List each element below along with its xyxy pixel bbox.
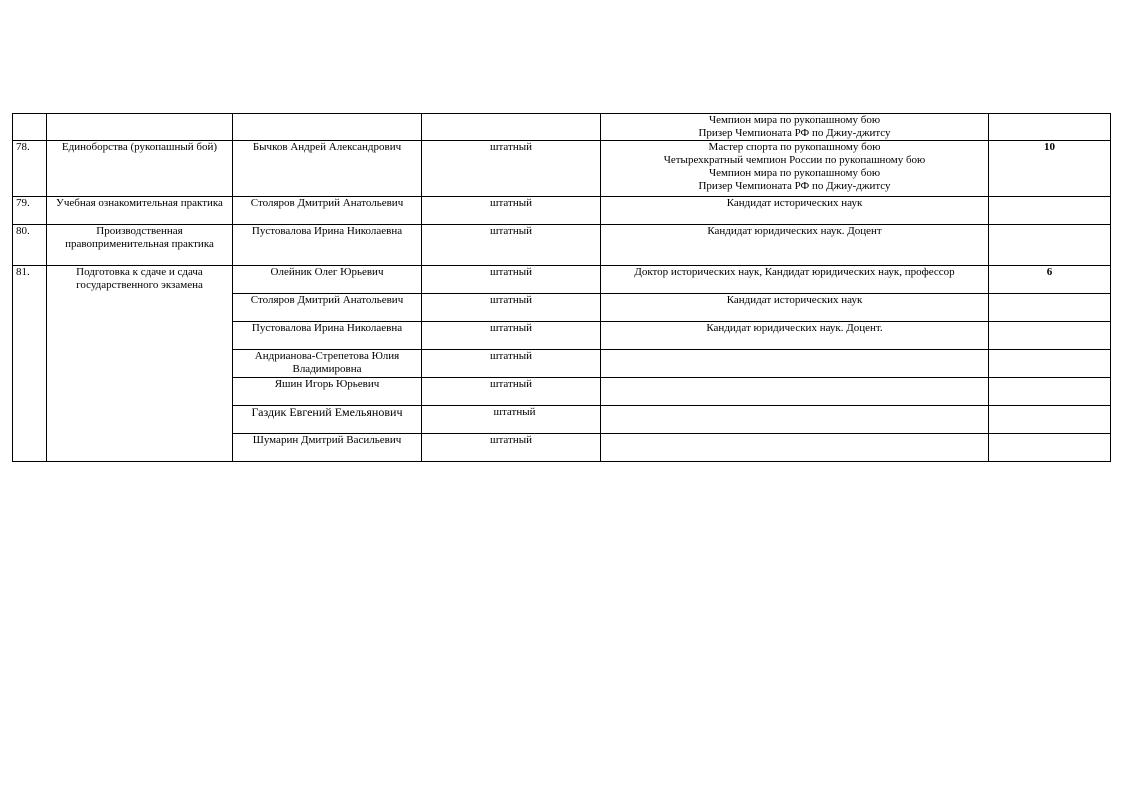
staff-table bbox=[12, 113, 1111, 462]
employment-type bbox=[422, 114, 601, 141]
row-number: 78. bbox=[13, 141, 47, 197]
title-line: Призер Чемпионата РФ по Джиу-джитсу bbox=[698, 127, 891, 139]
title-line: Кандидат исторических наук bbox=[726, 294, 863, 306]
title-line: Чемпион мира по рукопашному бою bbox=[708, 114, 881, 126]
teacher-name: Пустовалова Ирина Николаевна bbox=[233, 225, 422, 266]
teacher-name bbox=[233, 114, 422, 141]
row-number: 80. bbox=[13, 225, 47, 266]
academic-title bbox=[601, 294, 989, 322]
row-number bbox=[13, 114, 47, 141]
table-row bbox=[13, 197, 1111, 225]
employment-type: штатный bbox=[422, 225, 601, 266]
table-row bbox=[13, 225, 1111, 266]
subject-cell: Производственная правоприменительная практика bbox=[47, 225, 233, 266]
academic-title bbox=[601, 225, 989, 266]
teacher-name: Шумарин Дмитрий Васильевич bbox=[233, 434, 422, 462]
academic-title bbox=[601, 141, 989, 197]
academic-title bbox=[601, 266, 989, 294]
academic-title bbox=[601, 114, 989, 141]
academic-title bbox=[601, 434, 989, 462]
title-line: Чемпион мира по рукопашному бою bbox=[708, 167, 881, 179]
teacher-name: Яшин Игорь Юрьевич bbox=[233, 378, 422, 406]
hours-cell bbox=[989, 225, 1111, 266]
employment-type: штатный bbox=[422, 322, 601, 350]
employment-type: штатный bbox=[422, 406, 601, 434]
academic-title bbox=[601, 322, 989, 350]
title-line: Доктор исторических наук, Кандидат юридических наук, профессор bbox=[634, 266, 955, 278]
teacher-name: Газдик Евгений Емельянович bbox=[233, 406, 422, 434]
row-number: 81. bbox=[13, 266, 47, 462]
hours-cell: 10 bbox=[989, 141, 1111, 197]
teacher-name: Столяров Дмитрий Анатольевич bbox=[233, 294, 422, 322]
academic-title bbox=[601, 197, 989, 225]
academic-title bbox=[601, 350, 989, 378]
title-line: Призер Чемпионата РФ по Джиу-джитсу bbox=[698, 180, 891, 192]
hours-cell bbox=[989, 294, 1111, 322]
teacher-name: Андрианова-Стрепетова Юлия Владимировна bbox=[233, 350, 422, 378]
title-line: Мастер спорта по рукопашному бою bbox=[708, 141, 881, 153]
table-row bbox=[13, 141, 1111, 197]
subject-cell bbox=[47, 114, 233, 141]
employment-type: штатный bbox=[422, 197, 601, 225]
subject-cell: Единоборства (рукопашный бой) bbox=[47, 141, 233, 197]
employment-type: штатный bbox=[422, 350, 601, 378]
title-line: Кандидат исторических наук bbox=[726, 197, 863, 209]
hours-cell: 6 bbox=[989, 266, 1111, 294]
employment-type: штатный bbox=[422, 266, 601, 294]
title-line: Четырехкратный чемпион России по рукопашному бою bbox=[663, 154, 926, 166]
table-row bbox=[13, 266, 1111, 294]
teacher-name: Олейник Олег Юрьевич bbox=[233, 266, 422, 294]
hours-cell bbox=[989, 406, 1111, 434]
employment-type: штатный bbox=[422, 378, 601, 406]
hours-cell bbox=[989, 114, 1111, 141]
subject-cell: Учебная ознакомительная практика bbox=[47, 197, 233, 225]
table-row bbox=[13, 114, 1111, 141]
employment-type: штатный bbox=[422, 141, 601, 197]
title-line: Кандидат юридических наук. Доцент. bbox=[706, 322, 883, 334]
employment-type: штатный bbox=[422, 434, 601, 462]
hours-cell bbox=[989, 350, 1111, 378]
teacher-name: Бычков Андрей Александрович bbox=[233, 141, 422, 197]
row-number: 79. bbox=[13, 197, 47, 225]
subject-cell: Подготовка к сдаче и сдача государственного экзамена bbox=[47, 266, 233, 462]
hours-cell bbox=[989, 322, 1111, 350]
teacher-name: Пустовалова Ирина Николаевна bbox=[233, 322, 422, 350]
hours-cell bbox=[989, 197, 1111, 225]
employment-type: штатный bbox=[422, 294, 601, 322]
teacher-name: Столяров Дмитрий Анатольевич bbox=[233, 197, 422, 225]
academic-title bbox=[601, 378, 989, 406]
hours-cell bbox=[989, 378, 1111, 406]
hours-cell bbox=[989, 434, 1111, 462]
academic-title bbox=[601, 406, 989, 434]
title-line: Кандидат юридических наук. Доцент bbox=[707, 225, 882, 237]
